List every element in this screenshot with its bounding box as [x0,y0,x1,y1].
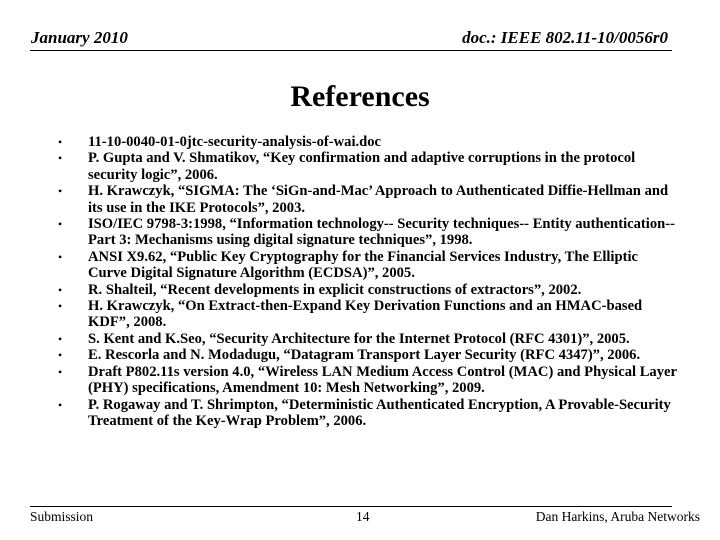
reference-item [58,216,678,249]
reference-text: S. Kent and K.Seo, “Security Architecture for the Internet Protocol (RFC 4301)”, 2005. [88,330,630,347]
header-date: January 2010 [31,28,128,47]
reference-item [58,249,678,282]
reference-text: E. Rescorla and N. Modadugu, “Datagram Transport Layer Security (RFC 4347)”, 2006. [88,347,641,364]
bullet-icon: • [58,151,63,166]
reference-item [58,347,678,363]
reference-text: P. Rogaway and T. Shrimpton, “Deterministic Authenticated Encryption, A Provable-Security Treatment of the Key-Wrap Problem”, 2006. [88,396,671,429]
bullet-icon: • [58,299,63,314]
header-rule [30,50,672,51]
reference-text: P. Gupta and V. Shmatikov, “Key confirmation and adaptive corruptions in the protocol security logic”, 2006. [88,150,636,183]
slide-title: References [290,80,430,113]
header-doc-id: doc.: IEEE 802.11-10/0056r0 [462,28,668,47]
bullet-icon: • [58,348,63,363]
reference-text: ISO/IEC 9798-3:1998, “Information technology-- Security techniques-- Entity authentication-- Part 3: Mechanisms using digital signature techniques”, 1998. [88,216,675,249]
reference-item [58,364,678,397]
reference-item [58,331,678,347]
reference-item [58,150,678,183]
bullet-icon: • [58,217,63,232]
footer-submission: Submission [30,509,94,524]
footer-rule [30,506,672,507]
reference-item [58,134,678,150]
bullet-icon: • [58,135,63,149]
reference-item [58,282,678,298]
reference-text: Draft P802.11s version 4.0, “Wireless LAN Medium Access Control (MAC) and Physical Layer (PHY) specifications, Amendment 10: Mesh Networking”, 2009. [88,363,677,397]
reference-text: H. Krawczyk, “SIGMA: The ‘SiGn-and-Mac’ Approach to Authenticated Diffie-Hellman and its use in the IKE Protocols”, 2003. [88,183,669,216]
bullet-icon: • [58,397,63,412]
reference-list [58,134,678,429]
bullet-icon: • [58,249,63,264]
reference-text: H. Krawczyk, “On Extract-then-Expand Key Derivation Functions and an HMAC-based KDF”, 2008. [88,298,643,331]
reference-text: ANSI X9.62, “Public Key Cryptography for the Financial Services Industry, The Elliptic Curve Digital Signature Algorithm (ECDSA)”, 2005. [88,248,638,282]
page-number: 14 [356,509,370,524]
bullet-icon: • [58,282,63,297]
reference-item [58,298,678,331]
reference-text: R. Shalteil, “Recent developments in explicit constructions of extractors”, 2002. [88,281,582,298]
bullet-icon: • [58,331,63,346]
reference-item [58,397,678,430]
footer-author: Dan Harkins, Aruba Networks [535,509,700,524]
bullet-icon: • [58,184,63,199]
reference-item [58,183,678,216]
reference-text: 11-10-0040-01-0jtc-security-analysis-of-wai.doc [88,134,382,150]
bullet-icon: • [58,364,63,379]
